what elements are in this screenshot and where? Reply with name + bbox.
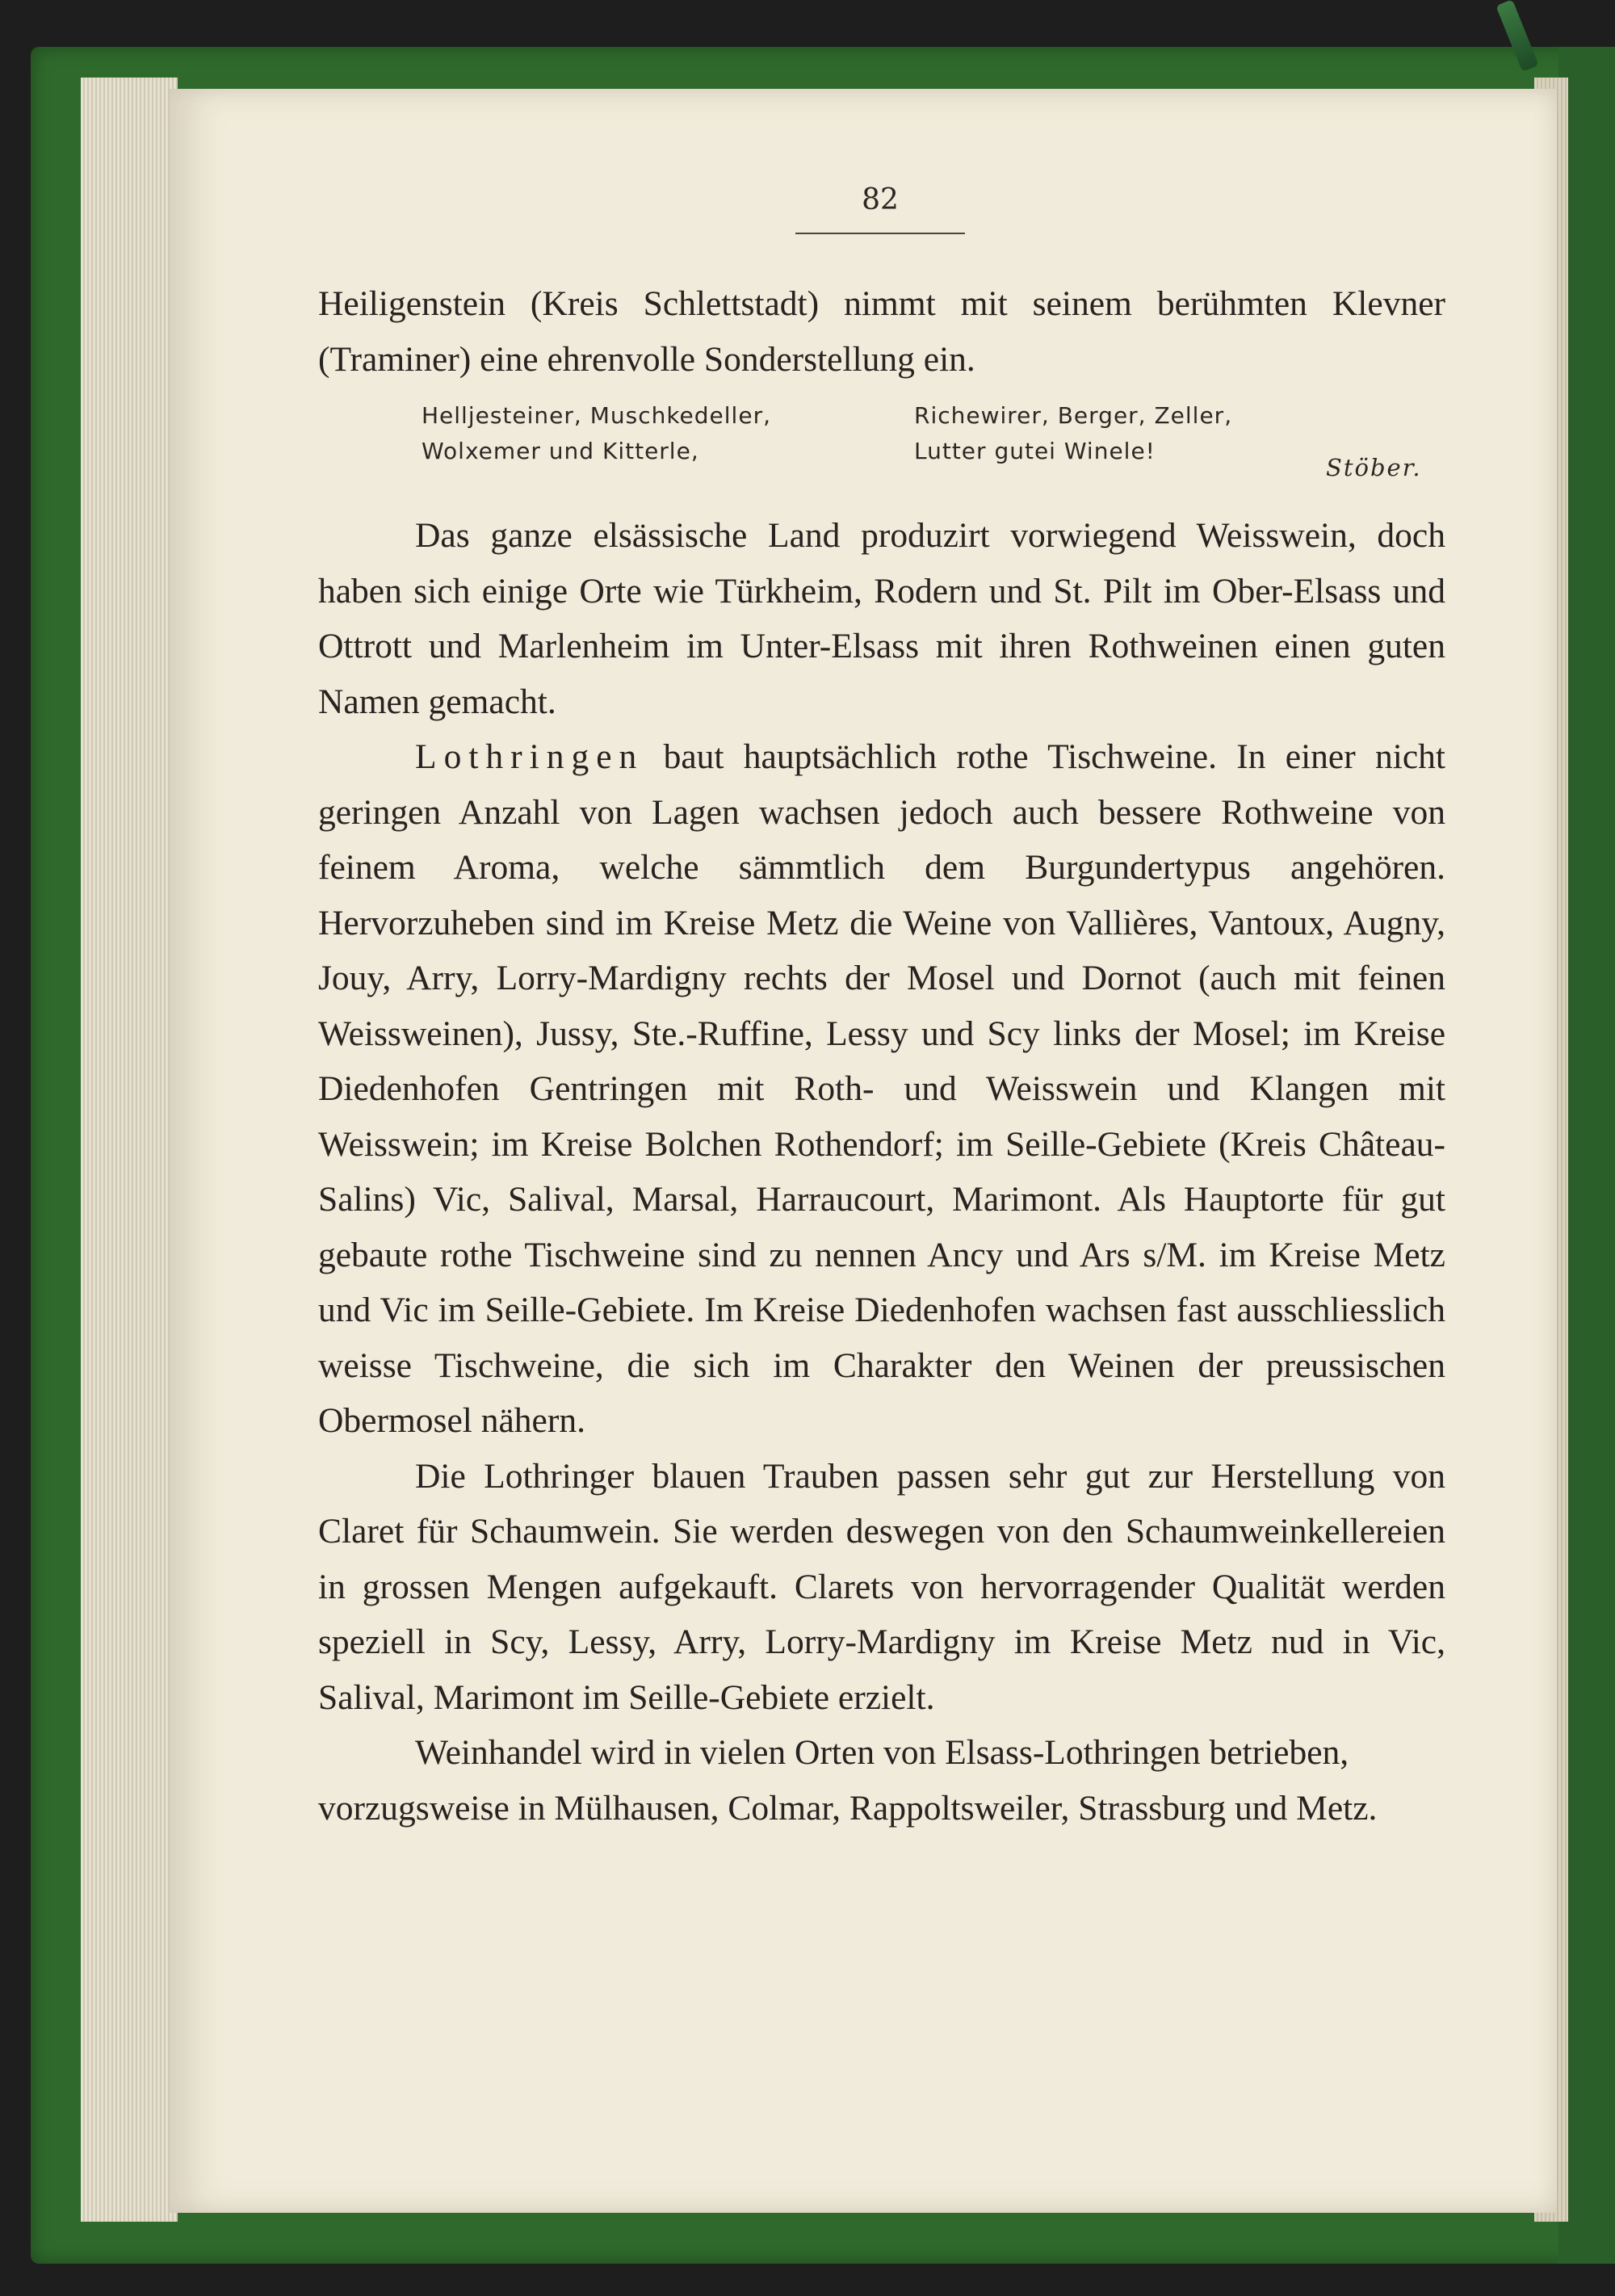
paragraph-claret: Die Lothringer blauen Trauben passen sehr gut zur Herstellung von Claret für Schaumwein. Sie werden deswegen von den Schaumweinkellereien in grossen Mengen aufgekauft. Clarets von hervorragender Qualität werden speziell in Scy, Lessy, Arry, Lorry-Mardigny im Kreise Metz nud in Vic, Salival, Marimont im Seille-Gebiete erzielt. — [318, 1456, 1445, 1717]
page-header — [791, 184, 969, 234]
verse-column-right — [914, 398, 1334, 469]
page-number: 82 — [862, 183, 899, 216]
verse-line: Helljesteiner, Muschkedeller, — [422, 402, 771, 429]
page-stack-left — [81, 78, 178, 2222]
emphasis-lothringen: Lothringen — [415, 737, 644, 776]
paragraph-lothringen — [318, 729, 1445, 1449]
paragraph-lothringen-text: baut hauptsächlich rothe Tischweine. In einer nicht geringen Anzahl von Lagen wachsen jedoch auch bessere Rothweine von feinem Aroma, welche sämmtlich dem Burgundertypus angehören. Hervorzuheben sind im Kreise Metz die Weine von Vallières, Vantoux, Augny, Jouy, Arry, Lorry-Mardigny rechts der Mosel und Dornot (auch mit feinen Weissweinen), Jussy, Ste.-Ruffine, Lessy und Scy links der Mosel; im Kreise Diedenhofen Gentringen mit Roth- und Weisswein und Klangen mit Weisswein; im Kreise Bolchen Rothendorf; im Seille-Gebiete (Kreis Château-Salins) Vic, Salival, Marsal, Harraucourt, Marimont. Als Hauptorte für gut gebaute rothe Tischweine sind zu nennen Ancy und Ars s/M. im Kreise Metz und Vic im Seille-Gebiete. Im Kreise Diedenhofen wachsen fast ausschliesslich weisse Tischweine, die sich im Charakter den Weinen der preussischen Obermosel nähern. — [318, 737, 1445, 1440]
book-page — [170, 89, 1557, 2213]
verse-line: Richewirer, Berger, Zeller, — [914, 402, 1233, 429]
verse-line: Wolxemer und Kitterle, — [422, 438, 699, 464]
verse-author: Stöber. — [1326, 454, 1422, 481]
paragraph-heiligenstein: Heiligenstein (Kreis Schlettstadt) nimmt mit seinem berühmten Klevner (Traminer) eine ehrenvolle Sonderstellung ein. — [318, 284, 1445, 379]
verse-line: Lutter gutei Winele! — [914, 438, 1156, 464]
paragraph-elsass: Das ganze elsässische Land produzirt vorwiegend Weisswein, doch haben sich einige Orte wie Türkheim, Rodern und St. Pilt im Ober-Elsass und Ottrott und Marlenheim im Unter-Elsass mit ihren Rothweinen einen guten Namen gemacht. — [318, 516, 1445, 721]
body-text — [318, 276, 1445, 1836]
header-rule — [795, 233, 965, 234]
paragraph-weinhandel: Weinhandel wird in vielen Orten von Elsass-Lothringen betrieben, vorzugsweise in Mülhausen, Colmar, Rappoltsweiler, Strassburg und Metz. — [318, 1733, 1378, 1828]
verse-column-left — [422, 398, 858, 469]
verse-quote — [318, 390, 1445, 503]
